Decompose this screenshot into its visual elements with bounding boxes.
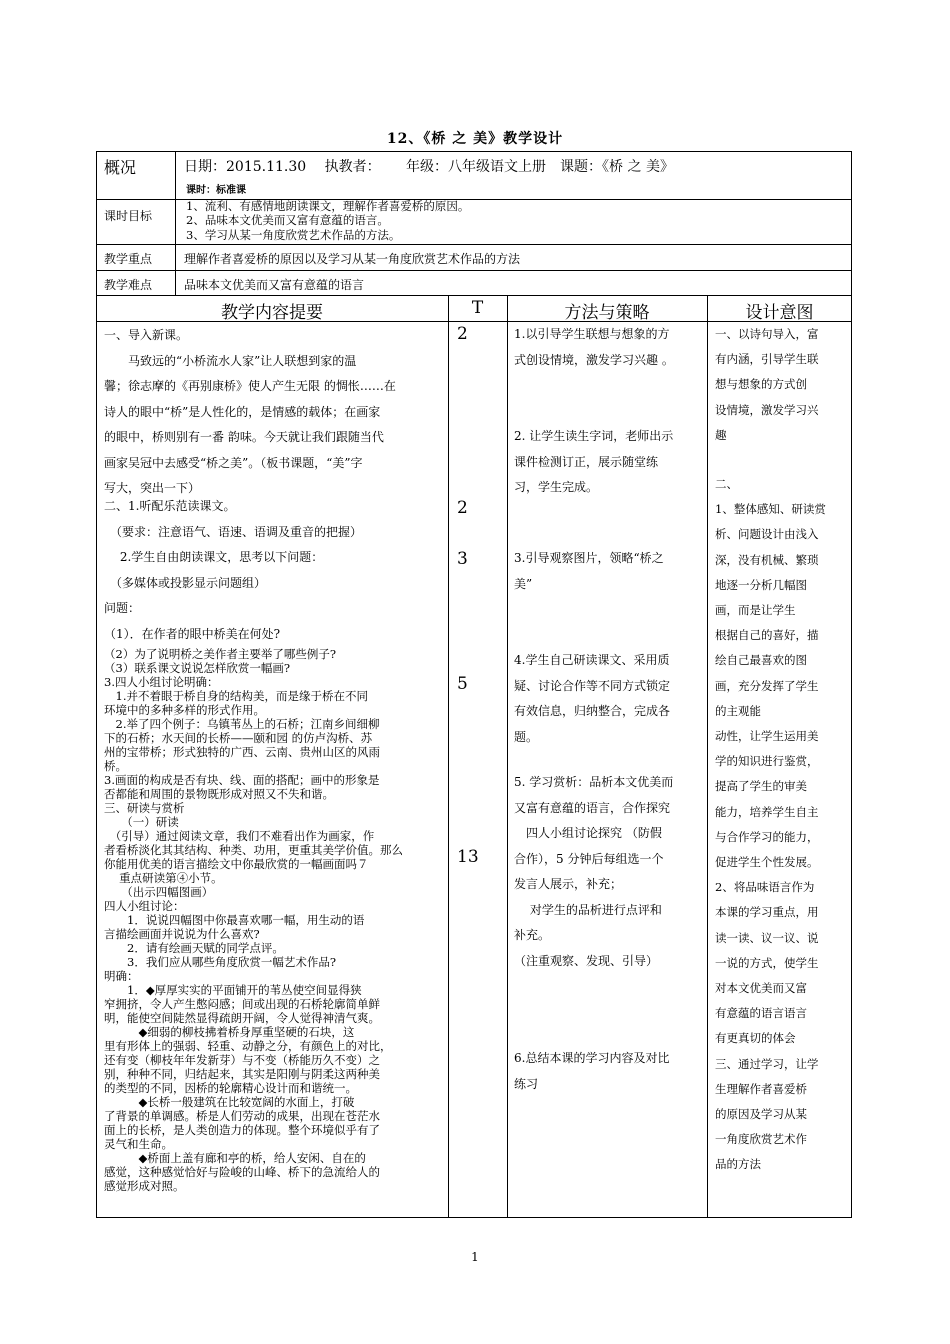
column-divider — [448, 295, 449, 1218]
content-line: 下的石桥；水天间的长桥——颐和园 的仿卢沟桥、苏 — [104, 731, 373, 745]
content-section-reading — [104, 494, 362, 647]
overview-info: 日期：2015.11.30 执教者： 年级：八年级语文上册 课题：《桥 之 美》 — [184, 159, 674, 175]
content-line: 画家吴冠中去感受“桥之美”。（板书课题，“美”字 — [104, 455, 363, 470]
method-line: 6.总结本课的学习内容及对比 — [514, 1051, 670, 1065]
content-line: 2.举了四个例子：乌镇苇丛上的石桥；江南乡间细柳 — [104, 717, 380, 731]
difficulty-text: 品味本文优美而又富有意蕴的语言 — [184, 278, 365, 292]
method-line: 美” — [514, 576, 533, 591]
intent-line: 一说的方式，使学生 — [715, 955, 819, 970]
content-line: ◆细弱的柳枝拂着桥身厚重坚硬的石块，这 — [104, 1025, 355, 1039]
intent-line: 有内涵，引导学生联 — [715, 352, 819, 367]
method-item — [514, 424, 673, 501]
content-line: 3.画面的构成是否有块、线、面的搭配；画中的形象是 — [104, 773, 380, 787]
content-line: 明确： — [104, 969, 139, 983]
column-header-time: T — [471, 298, 484, 318]
intent-line: 品的方法 — [715, 1157, 761, 1172]
column-header-method: 方法与策略 — [564, 303, 650, 323]
content-line: 州的宝带桥；形式独特的广西、云南、贵州山区的风雨 — [104, 745, 380, 759]
goal-item: 2、品味本文优美而又富有意蕴的语言。 — [186, 213, 389, 227]
method-item — [514, 546, 664, 597]
method-line: 合作），5 分钟后每组选一个 — [514, 851, 664, 866]
content-line: 二、1.听配乐范读课文。 — [104, 499, 236, 513]
content-line: 2.学生自由朗读课文，思考以下问题： — [104, 550, 324, 564]
intent-line: 读一读、议一议、说 — [715, 930, 819, 945]
intent-line: 学的知识进行鉴赏， — [715, 754, 819, 769]
method-line: 3.引导观察图片，领略“桥之 — [514, 551, 664, 565]
time-value: 2 — [457, 324, 468, 344]
intent-line: 的主观能 — [715, 703, 761, 718]
column-header-content: 教学内容提要 — [221, 303, 323, 323]
row-divider — [96, 270, 852, 271]
content-line: 的眼中，桥则别有一番 韵味。今天就让我们跟随当代 — [104, 430, 384, 444]
difficulty-label: 教学难点 — [104, 278, 153, 292]
time-value: 13 — [457, 847, 479, 867]
intent-line: 1、整体感知、研读赏 — [715, 502, 826, 517]
content-line: ◆长桥一般建筑在比较宽阔的水面上，打破 — [104, 1095, 355, 1109]
intent-line: 三、通过学习，让学 — [715, 1056, 819, 1071]
content-line: 2．请有绘画天赋的同学点评。 — [104, 941, 284, 955]
intent-line: 二、 — [715, 477, 738, 491]
content-line: ◆桥面上盖有廊和亭的桥，给人安闲、自在的 — [104, 1151, 366, 1165]
intent-line: 趣 — [715, 427, 727, 442]
content-line: 四人小组讨论： — [104, 899, 185, 913]
method-line: 课件检测订正，展示随堂练 — [514, 454, 659, 469]
content-line: 窄拥挤，令人产生憋闷感；间或出现的石桥轮廓简单鲜 — [104, 997, 380, 1011]
content-line: 否都能和周围的景物既形成对照又不失和谐。 — [104, 787, 334, 801]
content-line: （引导）通过阅读文章，我们不难看出作为画家，作 — [104, 829, 375, 843]
method-line: 5. 学习赏析：品析本文优美而 — [514, 775, 674, 789]
content-line: 环境中的多种多样的形式作用。 — [104, 703, 265, 717]
content-line: 诗人的眼中“桥”是人性化的，是情感的载体；在画家 — [104, 404, 381, 419]
row-divider — [96, 244, 852, 245]
intent-line: 能力，培养学生自主 — [715, 804, 819, 819]
intent-line: 动性，让学生运用美 — [715, 729, 819, 744]
column-divider — [707, 295, 708, 1218]
content-line: 桥。 — [104, 759, 127, 773]
intent-line: 画，充分发挥了学生 — [715, 678, 819, 693]
intent-line: 析、问题设计由浅入 — [715, 527, 819, 542]
content-line: （3）联系课文说说怎样欣赏一幅画? — [104, 661, 290, 675]
method-line: 练习 — [514, 1076, 539, 1091]
intent-line: 促进学生个性发展。 — [715, 855, 819, 870]
content-line: 三、研读与赏析 — [104, 801, 185, 815]
lesson-period: 课时：标准课 — [186, 185, 246, 196]
intent-line: 一角度欣赏艺术作 — [715, 1132, 807, 1147]
content-section-intro — [104, 323, 396, 502]
content-line: 的类型的不同，因桥的轮廓精心设计而和谐统一。 — [104, 1081, 357, 1095]
column-header-intent: 设计意图 — [745, 303, 814, 323]
content-line: 重点研读第④小节。 — [104, 871, 223, 885]
intent-line: 有意蕴的语言语言 — [715, 1006, 807, 1021]
content-line: 1．◆厚厚实实的平面铺开的苇丛使空间显得狭 — [104, 983, 362, 997]
content-line: 里有形体上的强弱、轻重、动静之分，有颜色上的对比， — [104, 1039, 392, 1053]
content-line: （多媒体或投影显示问题组） — [104, 575, 267, 590]
content-section-analysis — [104, 647, 403, 1193]
content-line: 明，能使空间陡然显得疏朗开阔，令人觉得神清气爽。 — [104, 1011, 380, 1025]
intent-line: 对本文优美而又富 — [715, 981, 807, 996]
page-number: 1 — [471, 1250, 479, 1264]
intent-line: 一、以诗句导入，富 — [715, 327, 819, 341]
time-value: 5 — [457, 674, 468, 694]
content-line: 言描绘画面并说说为什么喜欢? — [104, 927, 260, 941]
intent-line: 深，没有机械、繁琐 — [715, 552, 819, 567]
content-line: 3．我们应从哪些角度欣赏一幅艺术作品? — [104, 955, 336, 969]
content-line: 马致远的“小桥流水人家”让人联想到家的温 — [104, 353, 357, 368]
intent-line: 本课的学习重点，用 — [715, 905, 819, 920]
method-line: 4.学生自己研读课文、采用质 — [514, 653, 670, 667]
intent-line: 地逐一分析几幅图 — [715, 577, 807, 592]
content-line: 问题： — [104, 601, 141, 615]
content-line: 者看桥淡化其其结构、种类、功用，更重其美学价值。那么 — [104, 843, 403, 857]
intent-item — [715, 322, 819, 448]
intent-line: 提高了学生的审美 — [715, 779, 807, 794]
content-line: 灵气和生命。 — [104, 1137, 173, 1151]
time-value: 2 — [457, 498, 468, 518]
content-line: （出示四幅图画） — [104, 885, 214, 899]
method-line: 习，学生完成。 — [514, 480, 599, 494]
key-point-text: 理解作者喜爱桥的原因以及学习从某一角度欣赏艺术作品的方法 — [184, 252, 521, 266]
goals-label: 课时目标 — [104, 209, 153, 223]
overview-label: 概况 — [104, 158, 137, 177]
content-line: 别，种种不同，归结起来，其实是阳刚与阴柔这两种美 — [104, 1067, 380, 1081]
goal-item: 3、学习从某一角度欣赏艺术作品的方法。 — [186, 228, 401, 242]
method-line: 2. 让学生读生字词，老师出示 — [514, 429, 674, 443]
content-line: 3.四人小组讨论明确： — [104, 675, 219, 689]
method-line: 发言人展示，补充； — [514, 877, 623, 891]
intent-line: 绘自己最喜欢的图 — [715, 653, 807, 668]
method-line: 疑、讨论合作等不同方式锁定 — [514, 678, 671, 693]
intent-line: 生理解作者喜爱桥 — [715, 1081, 807, 1096]
content-line: 感觉，这种感觉恰好与险峻的山峰、桥下的急流给人的 — [104, 1165, 380, 1179]
intent-line: 的原因及学习从某 — [715, 1107, 807, 1122]
goal-item: 1、流利、有感情地朗读课文，理解作者喜爱桥的原因。 — [186, 199, 470, 213]
content-line: 馨；徐志摩的《再别康桥》使人产生无限 的惆怅……在 — [104, 379, 396, 393]
content-line: 一、导入新课。 — [104, 328, 189, 342]
method-line: 补充。 — [514, 928, 551, 942]
method-item — [514, 648, 670, 750]
content-line: （1）．在作者的眼中桥美在何处? — [104, 626, 281, 641]
content-line: 了背景的单调感。桥是人们劳动的成果，出现在苍茫水 — [104, 1109, 380, 1123]
content-line: 还有变（柳枝年年发新芽）与不变（桥能历久不变）之 — [104, 1053, 380, 1067]
intent-line: 2、将品味语言作为 — [715, 880, 815, 895]
intent-line: 与合作学习的能力， — [715, 829, 819, 844]
content-line: （要求：注意语气、语速、语调及重音的把握） — [104, 524, 363, 539]
intent-line: 根据自己的喜好，描 — [715, 628, 819, 643]
method-item — [514, 770, 673, 974]
method-item — [514, 1046, 669, 1097]
content-line: 感觉形成对照。 — [104, 1179, 185, 1193]
key-point-label: 教学重点 — [104, 252, 153, 266]
content-line: 1.并不着眼于桥自身的结构美，而是缘于桥在不同 — [104, 689, 368, 703]
content-line: （2）为了说明桥之美作者主要举了哪些例子? — [104, 647, 336, 661]
method-line: 又富有意蕴的语言，合作探究 — [514, 800, 671, 815]
method-line: 对学生的品析进行点评和 — [514, 902, 662, 917]
method-line: 有效信息，归纳整合，完成各 — [514, 704, 671, 718]
label-column-divider — [175, 151, 176, 295]
time-value: 3 — [457, 549, 468, 569]
column-divider — [507, 295, 508, 1218]
method-line: 题。 — [514, 729, 539, 744]
method-item — [514, 322, 674, 373]
intent-line: 画，而是让学生 — [715, 603, 796, 618]
content-line: 写大，突出一下） — [104, 481, 201, 495]
content-line: 你能用优美的语言描绘文中你最欣赏的一幅画面吗７ — [104, 857, 369, 871]
method-line: 式创设情境，激发学习兴趣 。 — [514, 352, 674, 367]
content-line: （一）研读 — [104, 815, 179, 829]
content-line: 1．说说四幅图中你最喜欢哪一幅，用生动的语 — [104, 913, 365, 927]
row-divider — [96, 295, 852, 296]
method-line: 四人小组讨论探究 （防假 — [514, 826, 662, 840]
intent-line: 想与想象的方式创 — [715, 377, 807, 392]
intent-line: 设情境，激发学习兴 — [715, 402, 819, 417]
content-line: 面上的长桥，是人类创造力的体现。整个环境似乎有了 — [104, 1123, 380, 1137]
method-line: （注重观察、发现、引导） — [514, 953, 659, 968]
intent-line: 有更真切的体会 — [715, 1031, 796, 1046]
intent-item — [715, 472, 826, 1178]
page-title: 12、《桥 之 美》教学设计 — [386, 131, 564, 147]
method-line: 1.以引导学生联想与想象的方 — [514, 327, 670, 341]
